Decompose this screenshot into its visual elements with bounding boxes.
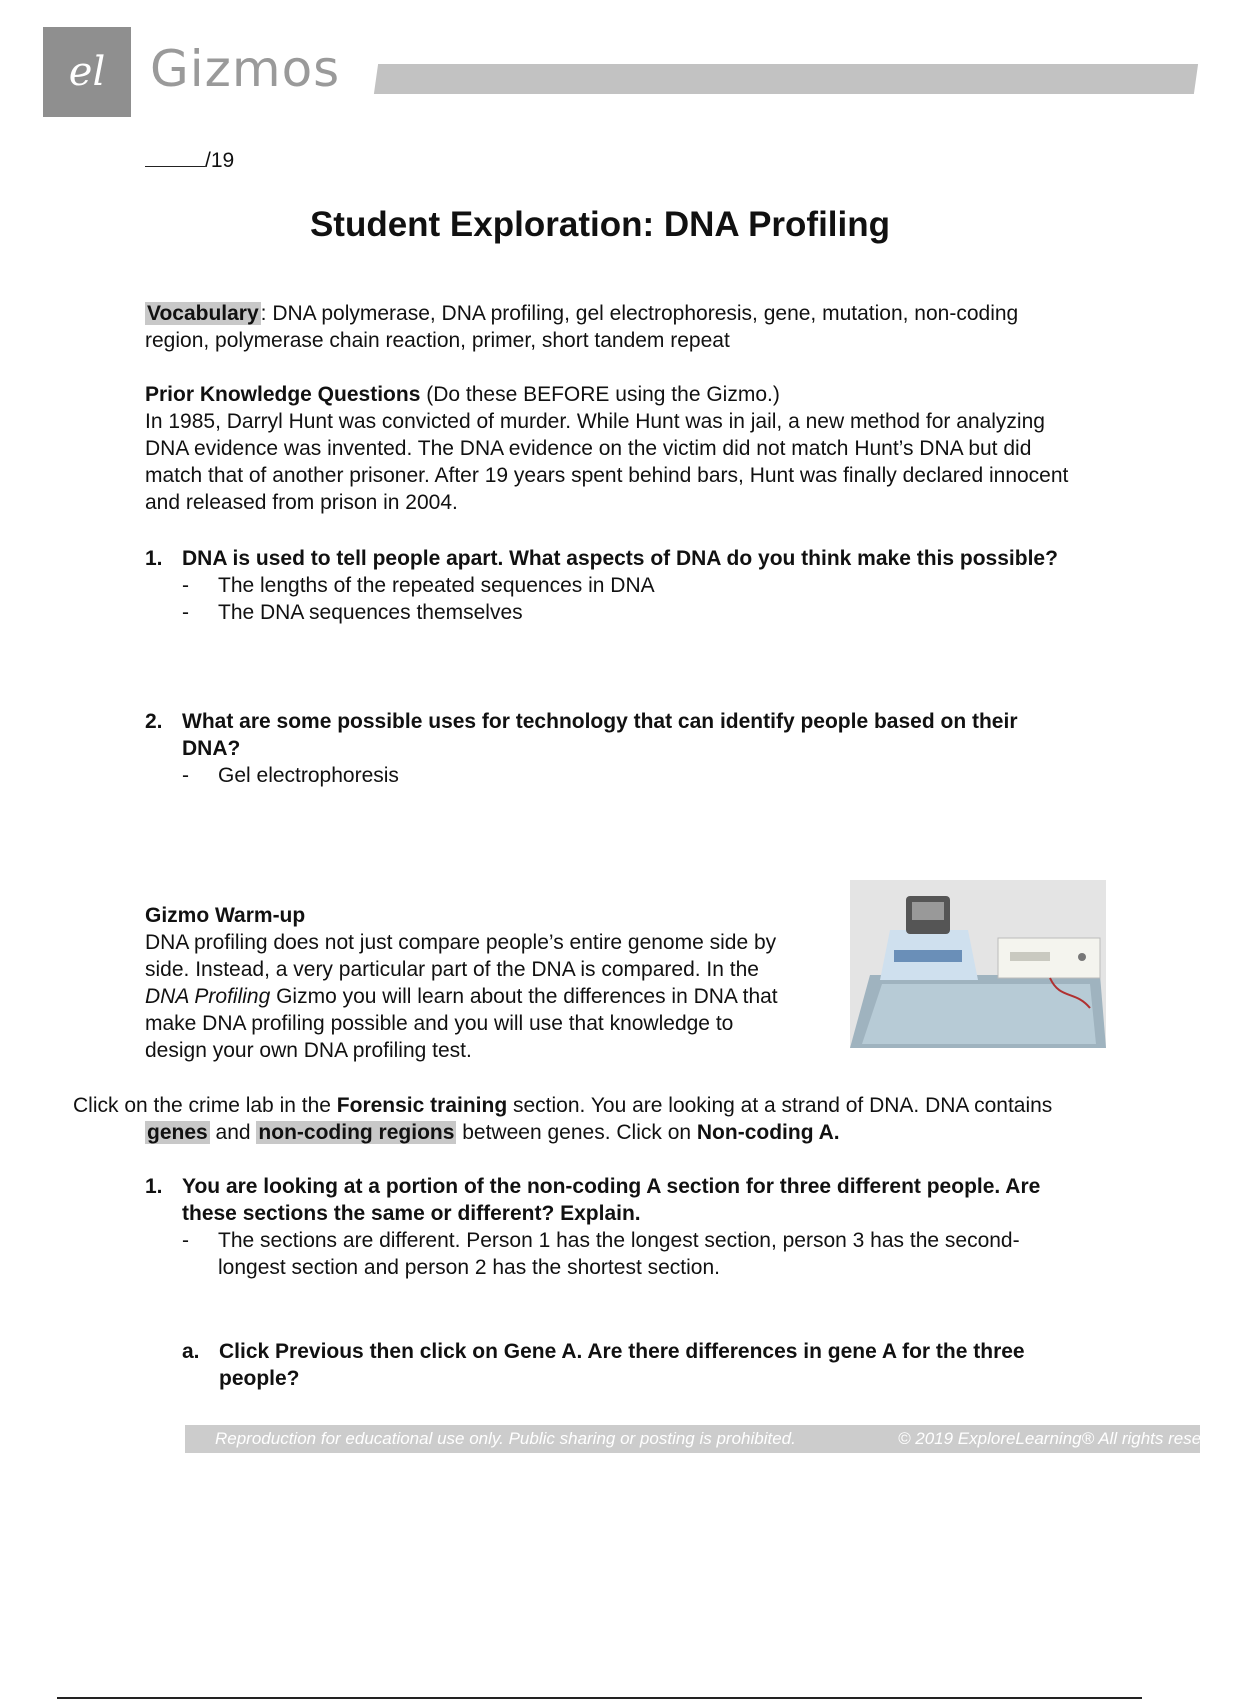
answer-item: - The DNA sequences themselves xyxy=(182,601,523,624)
forensic-training-link: Forensic training xyxy=(336,1094,508,1117)
answer-text[interactable]: Gel electrophoresis xyxy=(218,764,399,787)
score-blank[interactable] xyxy=(145,148,205,167)
warmup-gizmo-name: DNA Profiling xyxy=(145,985,271,1008)
forensic-instruction: Click on the crime lab in the Forensic training section. You are looking at a strand of DNA. DNA contains genes and non-coding regions between genes. Click on Non-coding A. xyxy=(73,1094,1053,1144)
prior-paragraph: In 1985, Darryl Hunt was convicted of murder. While Hunt was in jail, a new method for analyzing DNA evidence was invented. The DNA evidence on the victim did not match Hunt’s DNA but did match that of another prisoner. After 19 years spent behind bars, Hunt was finally declared innocent and released from prison in 2004. xyxy=(145,410,1069,514)
question-number: 2. xyxy=(145,710,163,733)
warmup-paragraph: DNA profiling does not just compare people’s entire genome side by side. Instead, a very particular part of the DNA is compared. In the DNA Profiling Gizmo you will learn about the differences in DNA that make DNA profiling possible and you will use that knowledge to design your own DNA profiling test. xyxy=(145,931,778,1062)
subquestion-label: a. xyxy=(182,1340,200,1363)
vocabulary xyxy=(145,300,1070,354)
answer-item: - Gel electrophoresis xyxy=(182,764,399,787)
non-coding-a-link: Non-coding A. xyxy=(696,1121,840,1144)
prior-heading-line xyxy=(145,381,1080,408)
section-question-1 xyxy=(145,1173,1070,1281)
question-number: 1. xyxy=(145,547,163,570)
answer-item: - The sections are different. Person 1 has the longest section, person 3 has the second-longest section and person 2 has the shortest section. xyxy=(182,1227,1070,1281)
prior-heading: Prior Knowledge Questions xyxy=(145,383,421,406)
answer-text[interactable]: The sections are different. Person 1 has the longest section, person 3 has the second-longest section and person 2 has the shortest section. xyxy=(218,1229,1020,1279)
vocabulary-label: Vocabulary xyxy=(147,302,259,325)
question-text: You are looking at a portion of the non-coding A section for three different people. Are these sections the same or different? Explain. xyxy=(182,1175,1041,1225)
footer-notice: Reproduction for educational use only. Public sharing or posting is prohibited. xyxy=(215,1429,796,1448)
brand-name: Gizmos xyxy=(150,40,341,98)
score-total: /19 xyxy=(205,149,235,172)
term-genes: genes xyxy=(147,1121,208,1144)
page-bottom-rule xyxy=(57,1697,1142,1699)
answer-text[interactable]: The lengths of the repeated sequences in DNA xyxy=(218,574,655,597)
answer-item: - The lengths of the repeated sequences in DNA xyxy=(182,574,655,597)
explorelearning-logo xyxy=(43,27,131,117)
subquestion-a xyxy=(182,1338,1082,1390)
score-line xyxy=(145,148,234,173)
prior-question-2 xyxy=(145,708,1080,789)
question-text: What are some possible uses for technology that can identify people based on their DNA? xyxy=(182,710,1018,760)
term-non-coding-regions: non-coding regions xyxy=(258,1121,455,1144)
vocabulary-text: : DNA polymerase, DNA profiling, gel electrophoresis, gene, mutation, non-coding region, polymerase chain reaction, primer, short tandem repeat xyxy=(145,302,1019,352)
gizmo-warmup xyxy=(145,902,795,1064)
prior-knowledge xyxy=(145,381,1080,516)
header-bar xyxy=(374,64,1198,94)
logo-glyph: el xyxy=(68,49,106,95)
question-text: DNA is used to tell people apart. What aspects of DNA do you think make this possible? xyxy=(182,547,1058,570)
subquestion-text: Click Previous then click on Gene A. Are there differences in gene A for the three people? xyxy=(219,1340,1025,1390)
gizmo-lab-image xyxy=(850,880,1106,1048)
question-number: 1. xyxy=(145,1175,163,1198)
prior-question-1 xyxy=(145,545,1080,626)
copyright-footer xyxy=(185,1425,1234,1453)
prior-note: (Do these BEFORE using the Gizmo.) xyxy=(420,383,780,406)
lab-equipment-illustration xyxy=(850,880,1106,1048)
answer-text[interactable]: The DNA sequences themselves xyxy=(218,601,523,624)
footer-copyright: © 2019 ExploreLearning® All rights reserved xyxy=(898,1429,1234,1448)
warmup-heading: Gizmo Warm-up xyxy=(145,904,306,927)
page-title: Student Exploration: DNA Profiling xyxy=(309,205,891,244)
